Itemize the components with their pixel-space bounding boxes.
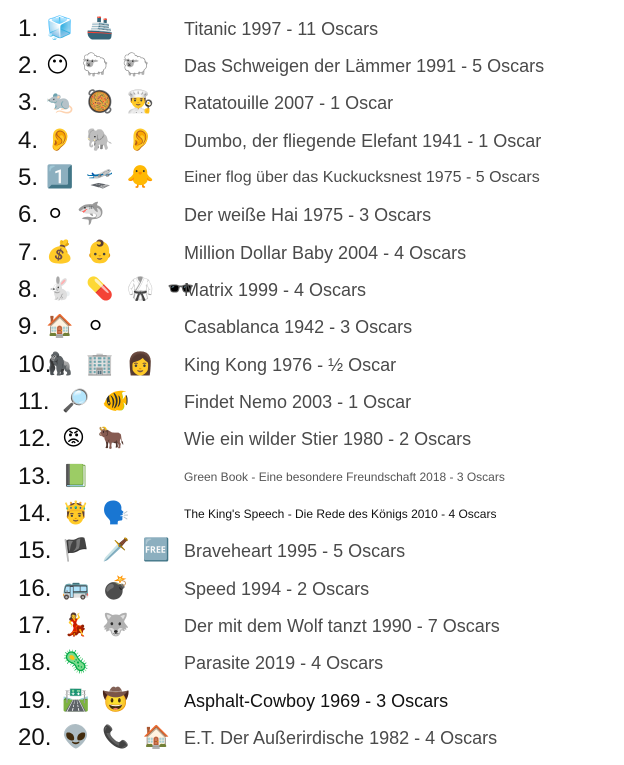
list-item [0,310,624,344]
emoji-icons: 🧊 🚢 [46,16,117,41]
item-number: 11. [18,388,50,415]
emoji-icons: 🐀 🥘 👨‍🍳 [46,90,158,115]
movie-title: Speed 1994 - 2 Oscars [184,579,370,599]
movie-title: The King's Speech - Die Rede des Königs 2010 - 4 Oscars [184,507,497,521]
item-number: 10. [18,351,52,378]
emoji-icons: 😶 🐑 🐑 [46,53,153,78]
list-item [0,497,624,531]
list-item [0,12,624,46]
movie-title: King Kong 1976 - ½ Oscar [184,355,397,375]
list-item [0,646,624,680]
emoji-icons: 👽 📞 🏠 [62,725,174,750]
emoji-icons: 🛣️ 🤠 [62,688,133,713]
item-number: 15. [18,537,52,564]
movie-title: Findet Nemo 2003 - 1 Oscar [184,392,412,412]
list-item [0,684,624,718]
item-number: 12. [18,425,52,452]
list-item [0,198,624,232]
list-item [0,86,624,120]
movie-title: Million Dollar Baby 2004 - 4 Oscars [184,243,467,263]
emoji-icons: 📗 [62,464,93,489]
item-number: 9. [18,313,39,340]
movie-title: Der weiße Hai 1975 - 3 Oscars [184,205,432,225]
list-item [0,572,624,606]
item-number: 6. [18,201,39,228]
list-item [0,721,624,755]
movie-title: Casablanca 1942 - 3 Oscars [184,317,413,337]
item-number: 7. [18,239,39,266]
emoji-icons: 🚌 💣 [62,576,133,601]
emoji-icons: 🏠 ⚪ [46,314,108,339]
list-item [0,460,624,494]
emoji-icons: 🦠 [62,650,93,675]
item-number: 8. [18,276,39,303]
list-item [0,385,624,419]
item-number: 13. [18,463,52,490]
emoji-icons: 🏴 🗡️ 🆓 [62,538,174,563]
list-item [0,273,624,307]
list-item [0,161,624,195]
list-item [0,609,624,643]
list-item [0,49,624,83]
emoji-icons: ⚪ 🦈 [46,202,108,227]
emoji-icons: 🐇 💊 🥋 🕶️ [46,277,198,302]
list-item [0,422,624,456]
movie-title: Das Schweigen der Lämmer 1991 - 5 Oscars [184,56,545,76]
emoji-icons: 💃 🐺 [62,613,133,638]
movie-title: Parasite 2019 - 4 Oscars [184,653,384,673]
item-number: 20. [18,724,52,751]
emoji-icons: 💰 👶 [46,240,117,265]
list-item [0,534,624,568]
emoji-icons: 👂 🐘 👂 [46,128,158,153]
movie-title: Der mit dem Wolf tanzt 1990 - 7 Oscars [184,616,500,636]
movie-title: Ratatouille 2007 - 1 Oscar [184,93,394,113]
item-number: 3. [18,89,39,116]
movie-title: E.T. Der Außerirdische 1982 - 4 Oscars [184,728,498,748]
item-number: 18. [18,649,52,676]
item-number: 4. [18,127,39,154]
movie-title: Titanic 1997 - 11 Oscars [184,19,379,39]
movie-title: Green Book - Eine besondere Freundschaft 2018 - 3 Oscars [184,470,505,484]
item-number: 16. [18,575,52,602]
emoji-icons: 1️⃣ 🛫 🐥 [46,165,158,190]
emoji-icons: 🔎 🐠 [62,389,133,414]
movie-title: Matrix 1999 - 4 Oscars [184,280,367,300]
item-number: 5. [18,164,39,191]
emoji-icons: 🤴 🗣️ [62,501,133,526]
movie-title: Wie ein wilder Stier 1980 - 2 Oscars [184,429,472,449]
emoji-icons: 🦍 🏢 👩 [46,352,158,377]
item-number: 1. [18,15,39,42]
emoji-icons: 😡 🐂 [62,426,129,451]
movie-title: Dumbo, der fliegende Elefant 1941 - 1 Oscar [184,131,542,151]
movie-title: Braveheart 1995 - 5 Oscars [184,541,406,561]
list-item [0,236,624,270]
movie-title: Einer flog über das Kuckucksnest 1975 - 5 Oscars [184,169,540,186]
item-number: 17. [18,612,52,639]
list-item [0,348,624,382]
item-number: 2. [18,52,39,79]
item-number: 14. [18,500,52,527]
item-number: 19. [18,687,52,714]
list-item [0,124,624,158]
movie-title: Asphalt-Cowboy 1969 - 3 Oscars [184,691,449,711]
